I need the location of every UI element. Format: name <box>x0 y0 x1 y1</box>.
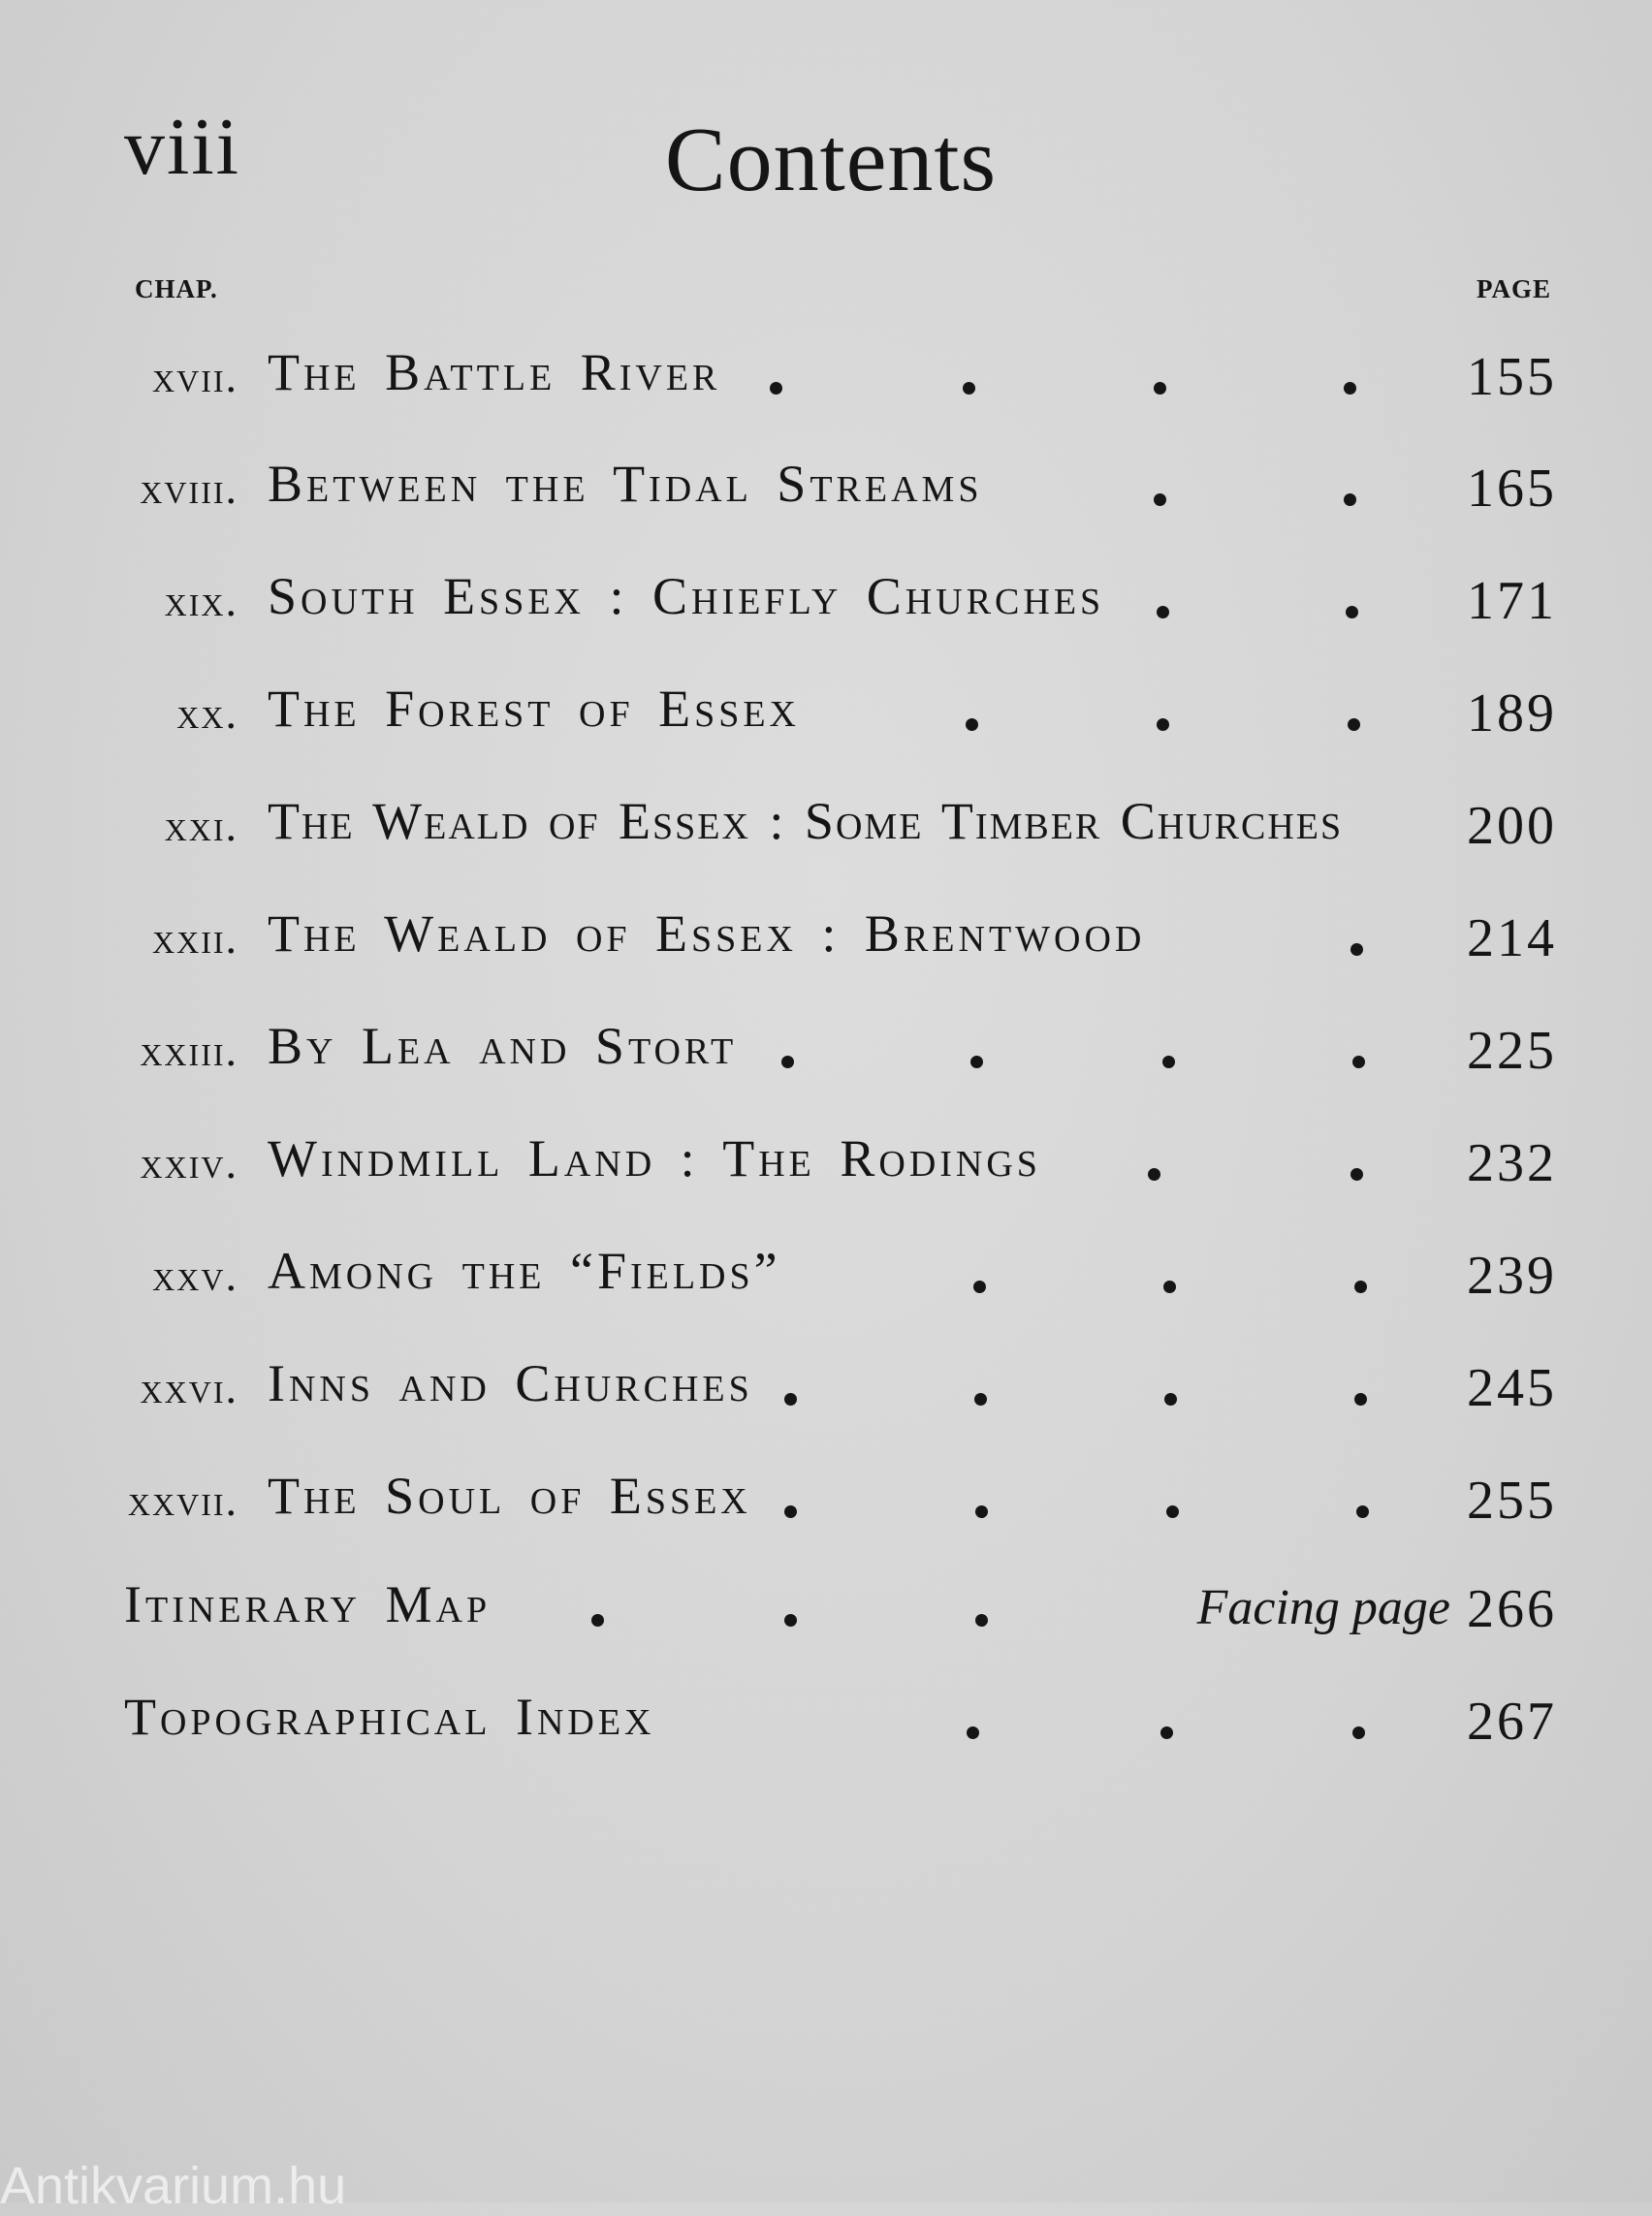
leader-dot <box>973 1281 986 1293</box>
page-title: Contents <box>664 110 998 210</box>
leader-dot <box>1350 943 1363 956</box>
leader-dot <box>966 718 978 731</box>
toc-extra-entry <box>0 1669 1652 1752</box>
chapter-number: xviii. <box>140 463 238 513</box>
chapter-title: The Weald of Essex : Brentwood <box>268 904 1146 963</box>
toc-entry <box>0 998 1652 1081</box>
chapter-title: The Weald of Essex : Some Timber Churches <box>268 792 1344 850</box>
watermark: Antikvarium.hu <box>0 2157 347 2215</box>
chapter-number: xxv. <box>152 1250 238 1300</box>
chapter-page-number: 239 <box>1467 1246 1557 1306</box>
toc-entry <box>0 661 1652 744</box>
leader-dot <box>1344 382 1356 395</box>
toc-entry <box>0 1448 1652 1531</box>
chapter-page-number: 200 <box>1467 796 1557 856</box>
leader-dot <box>1354 1393 1367 1406</box>
chapter-title: The Forest of Essex <box>268 680 801 738</box>
leader-dot <box>1157 718 1169 731</box>
leader-dot <box>967 1726 979 1739</box>
page-column-header: PAGE <box>1477 274 1551 303</box>
toc-entry <box>0 886 1652 968</box>
page-folio: viii <box>124 102 241 192</box>
toc-extra-entry <box>0 1557 1652 1639</box>
chapter-page-number: 171 <box>1467 571 1557 631</box>
chapter-page-number: 214 <box>1467 908 1557 968</box>
leader-dot <box>1348 718 1360 731</box>
leader-dot <box>784 1614 797 1627</box>
extra-page-number: 266 <box>1467 1579 1557 1639</box>
facing-page-note: Facing page <box>1196 1580 1450 1635</box>
chapter-number: xix. <box>164 576 238 625</box>
chapter-page-number: 255 <box>1467 1471 1557 1531</box>
chapter-title: Between the Tidal Streams <box>268 455 983 513</box>
leader-dot <box>1154 382 1166 395</box>
topographical-index-title: Topographical Index <box>124 1688 655 1746</box>
chapter-title: By Lea and Stort <box>268 1017 738 1075</box>
chapter-number: xxvii. <box>127 1475 238 1525</box>
leader-dot <box>1160 1726 1173 1739</box>
chapter-column-header: CHAP. <box>135 274 218 303</box>
chapter-title: Among the “Fields” <box>268 1242 781 1300</box>
leader-dot <box>1166 1505 1179 1518</box>
chapter-page-number: 155 <box>1467 347 1557 407</box>
chapter-number: xxvi. <box>140 1363 238 1412</box>
leader-dot <box>1354 1281 1367 1293</box>
leader-dot <box>1163 1281 1176 1293</box>
toc-entry <box>0 325 1652 407</box>
leader-dot <box>974 1393 987 1406</box>
toc-entry <box>0 549 1652 631</box>
leader-dot <box>591 1614 604 1627</box>
leader-dot <box>1344 493 1356 506</box>
extra-page-number: 267 <box>1467 1692 1557 1752</box>
leader-dot <box>963 382 975 395</box>
chapter-title: The Battle River <box>268 343 721 401</box>
leader-dot <box>1162 1056 1175 1068</box>
chapter-page-number: 232 <box>1467 1133 1557 1193</box>
chapter-number: xxii. <box>151 913 238 963</box>
leader-dot <box>1148 1168 1160 1181</box>
chapter-number: xxi. <box>164 801 238 850</box>
leader-dot <box>1352 1726 1365 1739</box>
leader-dot <box>1356 1505 1369 1518</box>
chapter-page-number: 225 <box>1467 1021 1557 1081</box>
leader-dot <box>1346 606 1358 618</box>
chapter-number: xxiv. <box>140 1138 238 1187</box>
chapter-page-number: 245 <box>1467 1358 1557 1418</box>
leader-dot <box>970 1056 983 1068</box>
chapter-number: xvii. <box>151 352 238 401</box>
toc-entry <box>0 1336 1652 1418</box>
chapter-number: xxiii. <box>140 1026 238 1075</box>
toc-entry <box>0 1223 1652 1306</box>
leader-dot <box>770 382 782 395</box>
leader-dot <box>784 1393 797 1406</box>
leader-dot <box>1154 493 1166 506</box>
itinerary-map-title: Itinerary Map <box>124 1575 492 1633</box>
leader-dot <box>1350 1168 1363 1181</box>
toc-entry <box>0 1111 1652 1193</box>
chapter-title: Inns and Churches <box>268 1354 753 1412</box>
chapter-page-number: 165 <box>1467 459 1557 519</box>
leader-dot <box>1164 1393 1177 1406</box>
leader-dot <box>975 1505 988 1518</box>
toc-entry <box>0 774 1652 856</box>
leader-dot <box>1157 606 1169 618</box>
leader-dot <box>784 1505 797 1518</box>
leader-dot <box>975 1614 988 1627</box>
chapter-title: South Essex : Chiefly Churches <box>268 567 1105 625</box>
chapter-title: Windmill Land : The Rodings <box>268 1129 1041 1187</box>
chapter-title: The Soul of Essex <box>268 1467 751 1525</box>
chapter-page-number: 189 <box>1467 683 1557 744</box>
leader-dot <box>1352 1056 1365 1068</box>
chapter-number: xx. <box>176 688 238 738</box>
toc-entry <box>0 436 1652 519</box>
leader-dot <box>781 1056 794 1068</box>
